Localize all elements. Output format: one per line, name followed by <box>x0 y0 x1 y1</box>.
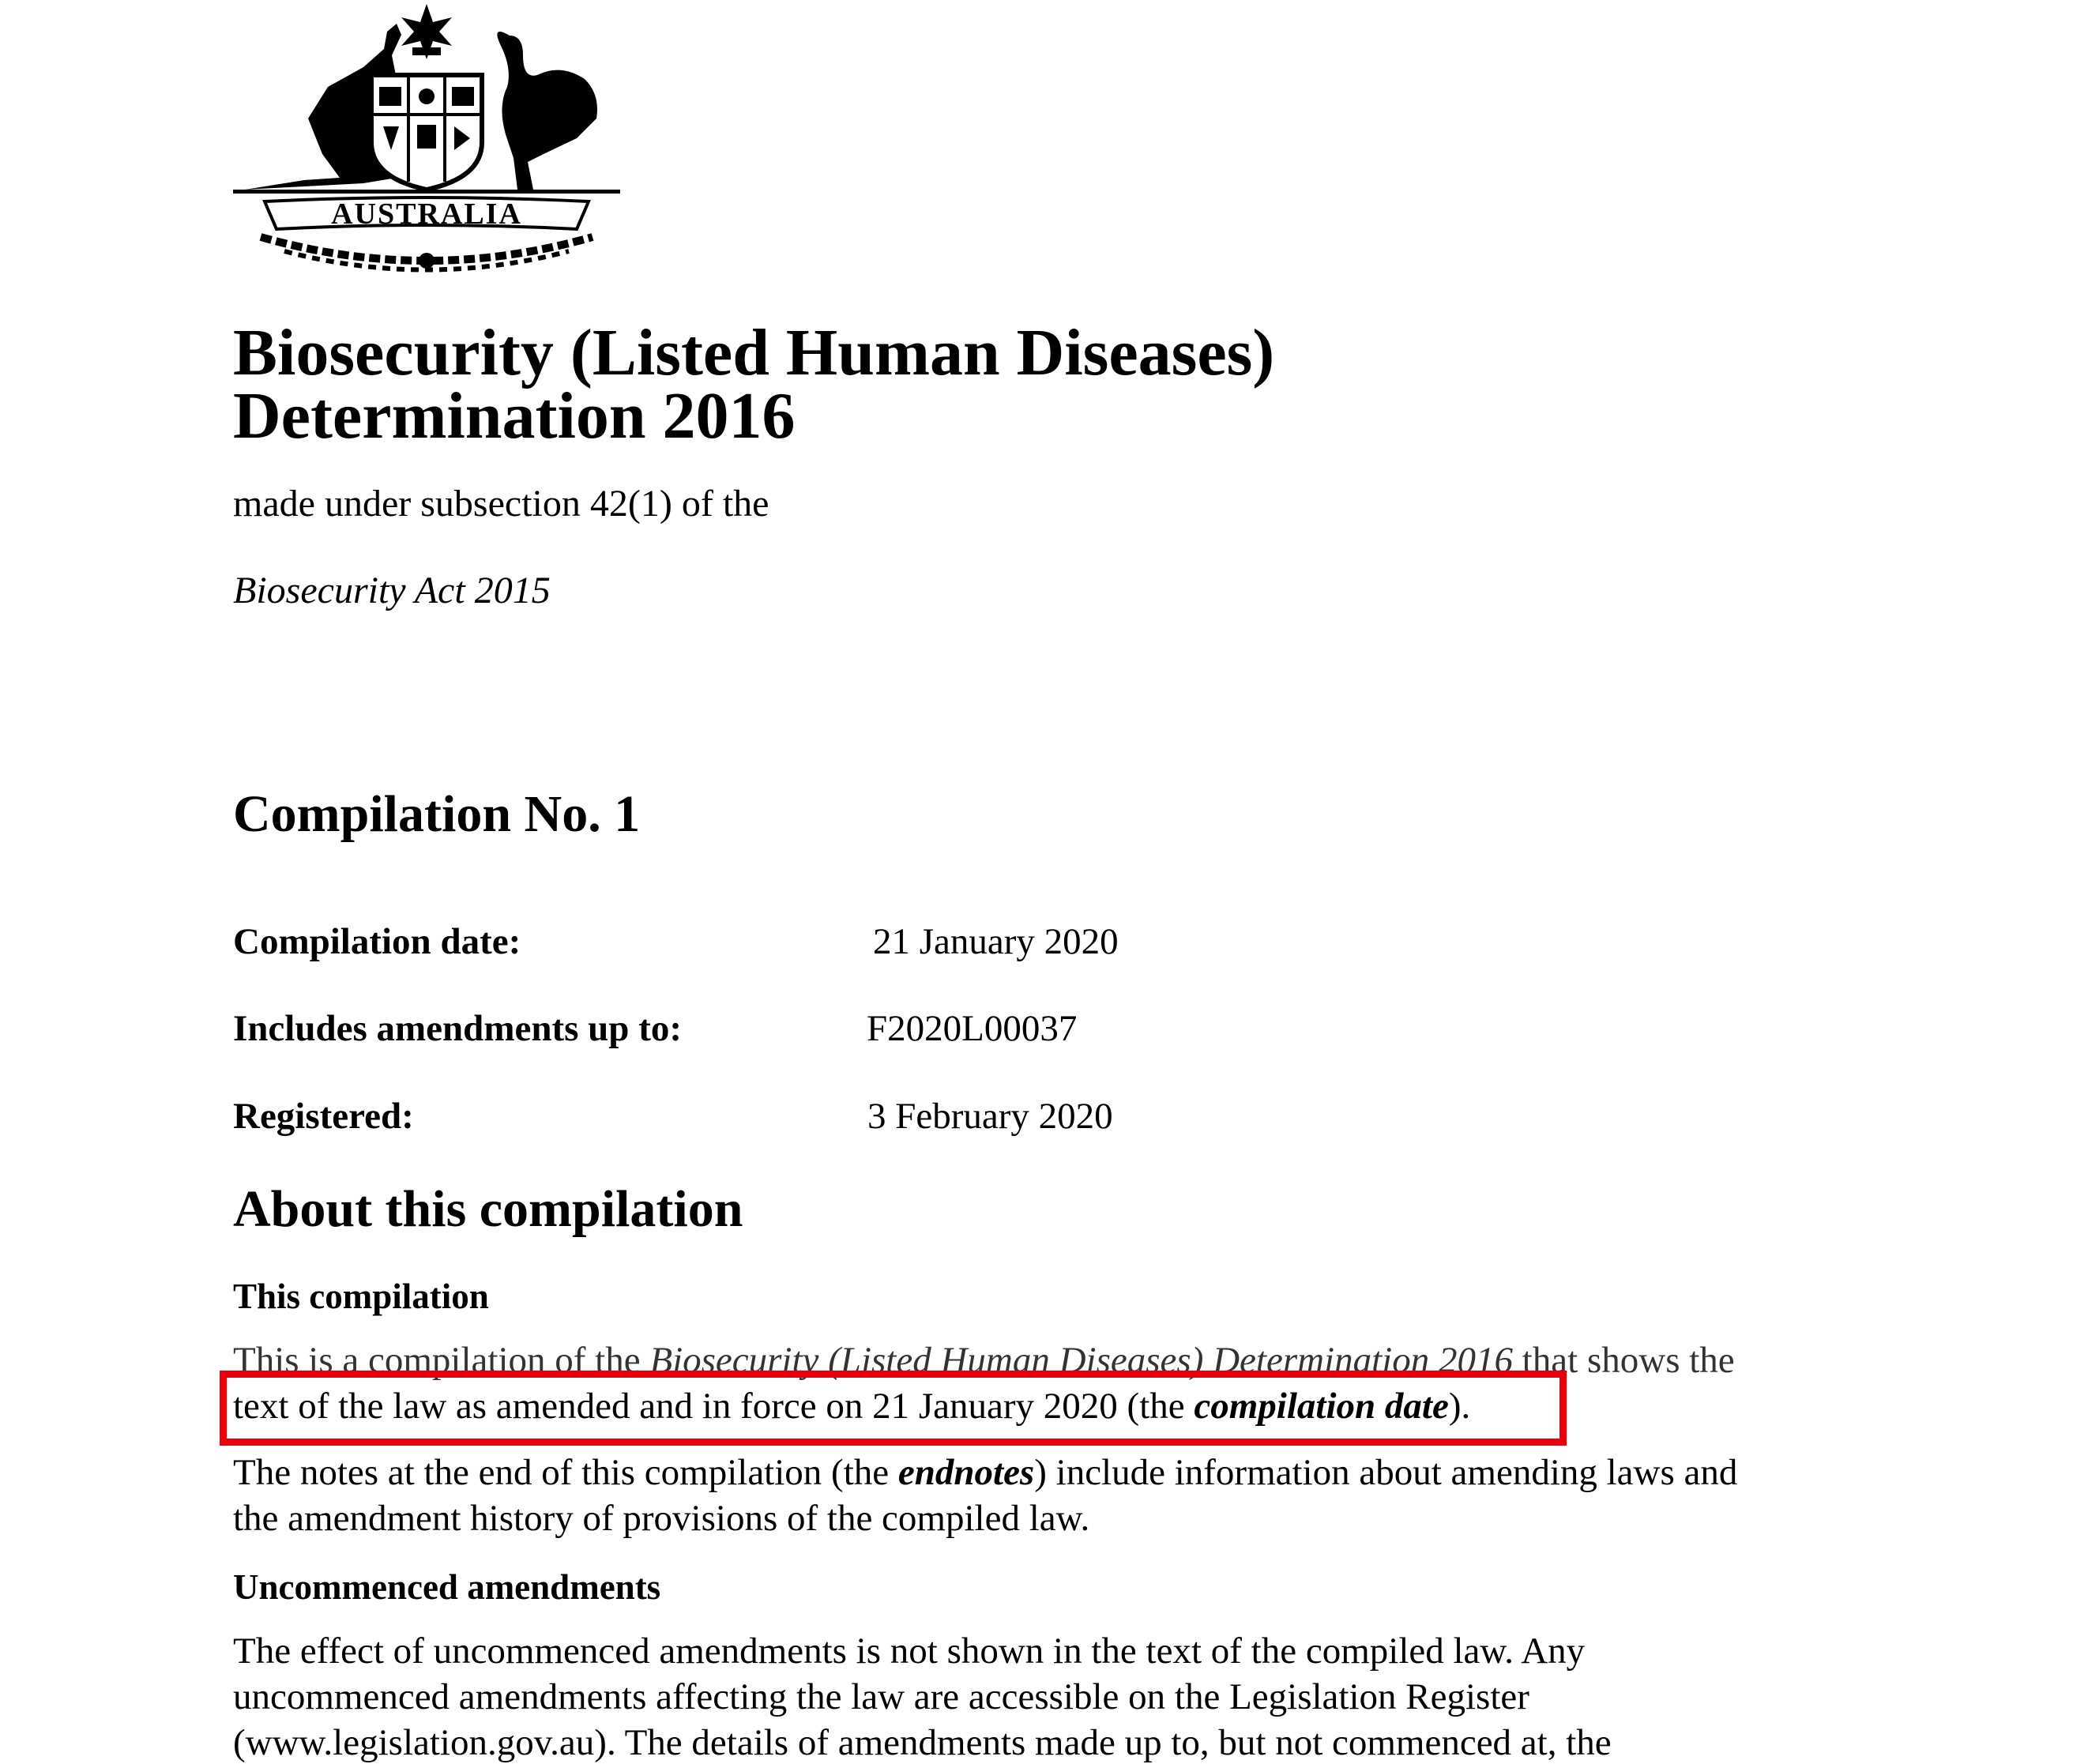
made-under-text: made under subsection 42(1) of the <box>233 483 769 525</box>
amendments-label: Includes amendments up to: <box>233 1008 682 1049</box>
amendments-value: F2020L00037 <box>867 1008 1078 1049</box>
paragraph-2-line-1: The notes at the end of this compilation (the endnotes) include information about amending laws and <box>233 1452 1738 1493</box>
paragraph-3-line-3: (www.legislation.gov.au). The details of amendments made up to, but not commenced at, the <box>233 1722 1612 1763</box>
registered-value: 3 February 2020 <box>867 1096 1113 1137</box>
crest-label: AUSTRALIA <box>331 197 522 231</box>
uncommenced-heading: Uncommenced amendments <box>233 1567 661 1607</box>
compilation-date-label: Compilation date: <box>233 921 521 962</box>
registered-label: Registered: <box>233 1096 414 1137</box>
act-name: Biosecurity Act 2015 <box>233 570 551 611</box>
compilation-date-value: 21 January 2020 <box>873 921 1119 962</box>
australian-coat-of-arms-icon <box>229 0 624 273</box>
paragraph-1-line-1: This is a compilation of the Biosecurity (Listed Human Diseases) Determination 2016 that shows the <box>233 1340 1735 1381</box>
document-title-line-1: Biosecurity (Listed Human Diseases) <box>233 316 1275 389</box>
this-compilation-heading: This compilation <box>233 1277 489 1316</box>
compilation-number-heading: Compilation No. 1 <box>233 785 641 843</box>
document-title-line-2: Determination 2016 <box>233 379 796 453</box>
paragraph-2-line-2: the amendment history of provisions of the compiled law. <box>233 1498 1090 1539</box>
paragraph-1-line-2: text of the law as amended and in force on 21 January 2020 (the compilation date). <box>233 1386 1471 1427</box>
paragraph-3-line-1: The effect of uncommenced amendments is not shown in the text of the compiled law. Any <box>233 1630 1586 1672</box>
about-heading: About this compilation <box>233 1180 743 1238</box>
paragraph-3-line-2: uncommenced amendments affecting the law are accessible on the Legislation Register <box>233 1676 1529 1717</box>
